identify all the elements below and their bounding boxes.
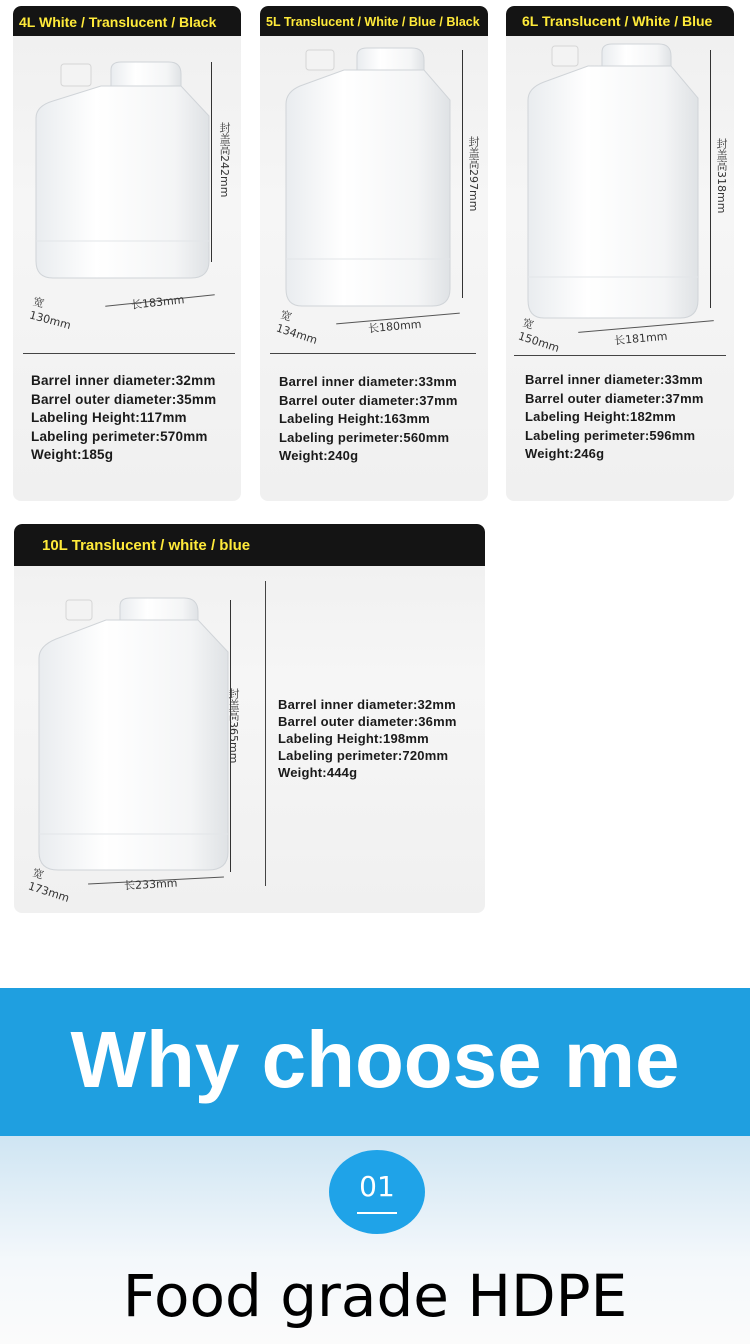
badge-underline (357, 1212, 397, 1214)
banner-title: Why choose me (70, 1015, 680, 1104)
spec-item: Weight:246g (525, 446, 605, 461)
card-header (260, 6, 488, 36)
spec-item: Barrel outer diameter:37mm (525, 390, 704, 406)
length-label: 长180mm (367, 317, 422, 336)
width-label: 宽 150mm (516, 316, 561, 355)
divider (265, 581, 266, 886)
product-title: 10L Translucent / white / blue (42, 537, 251, 554)
spec-item: Weight:444g (278, 765, 358, 780)
height-label: 封盖高318mm (715, 138, 728, 214)
spec-item: Barrel outer diameter:35mm (31, 391, 217, 407)
spec-item: Barrel inner diameter:33mm (279, 374, 457, 389)
spec-item: Labeling Height:163mm (279, 411, 430, 426)
length-label: 长183mm (130, 293, 186, 312)
jug-image (34, 594, 234, 874)
product-card-5l (260, 6, 488, 501)
spec-item: Barrel inner diameter:32mm (31, 373, 216, 388)
spec-item: Barrel outer diameter:37mm (279, 392, 458, 408)
spec-item: Labeling Height:198mm (278, 731, 429, 746)
spec-item: Labeling Height:182mm (525, 409, 676, 424)
spec-item: Barrel inner diameter:32mm (278, 697, 456, 712)
spec-list (525, 371, 704, 464)
spec-item: Labeling Height:117mm (31, 410, 187, 425)
spec-item: Barrel inner diameter:33mm (525, 372, 703, 387)
length-label: 长233mm (123, 876, 178, 893)
divider (23, 353, 235, 354)
feature-number: 01 (359, 1170, 395, 1203)
product-title: 6L Translucent / White / Blue (522, 13, 713, 29)
spec-item: Weight:240g (279, 448, 359, 463)
height-label: 封盖高365mm (227, 688, 240, 764)
spec-item: Weight:185g (31, 447, 114, 462)
height-label: 封盖高297mm (467, 136, 480, 212)
jug-image (282, 44, 457, 314)
jug-image (524, 42, 704, 324)
divider (270, 353, 476, 354)
height-line (462, 50, 463, 298)
spec-item: Labeling perimeter:560mm (279, 429, 450, 445)
product-title: 5L Translucent / White / Blue / Black (266, 15, 480, 29)
width-label: 宽 173mm (26, 866, 71, 905)
jug-image (31, 56, 216, 286)
width-label: 宽 134mm (274, 308, 319, 347)
product-card-6l (506, 6, 734, 501)
card-header (13, 6, 241, 36)
height-line (211, 62, 212, 262)
spec-item: Labeling perimeter:720mm (278, 748, 449, 763)
width-label: 宽 130mm (27, 294, 73, 333)
spec-list (278, 696, 457, 781)
product-card-10l (14, 524, 485, 913)
spec-item: Labeling perimeter:570mm (31, 428, 208, 444)
spec-list (279, 373, 458, 466)
spec-list (31, 372, 216, 465)
feature-title: Food grade HDPE (122, 1262, 628, 1330)
length-label: 长181mm (613, 329, 668, 348)
why-choose-banner (0, 988, 750, 1136)
divider (514, 355, 726, 356)
feature-number-badge (329, 1150, 425, 1234)
product-title: 4L White / Translucent / Black (19, 14, 217, 30)
spec-item: Barrel outer diameter:36mm (278, 714, 457, 729)
card-header (14, 524, 485, 566)
height-line (710, 50, 711, 308)
height-label: 封盖高242mm (218, 122, 231, 198)
spec-item: Labeling perimeter:596mm (525, 427, 696, 443)
product-card-4l (13, 6, 241, 501)
card-header (506, 6, 734, 36)
